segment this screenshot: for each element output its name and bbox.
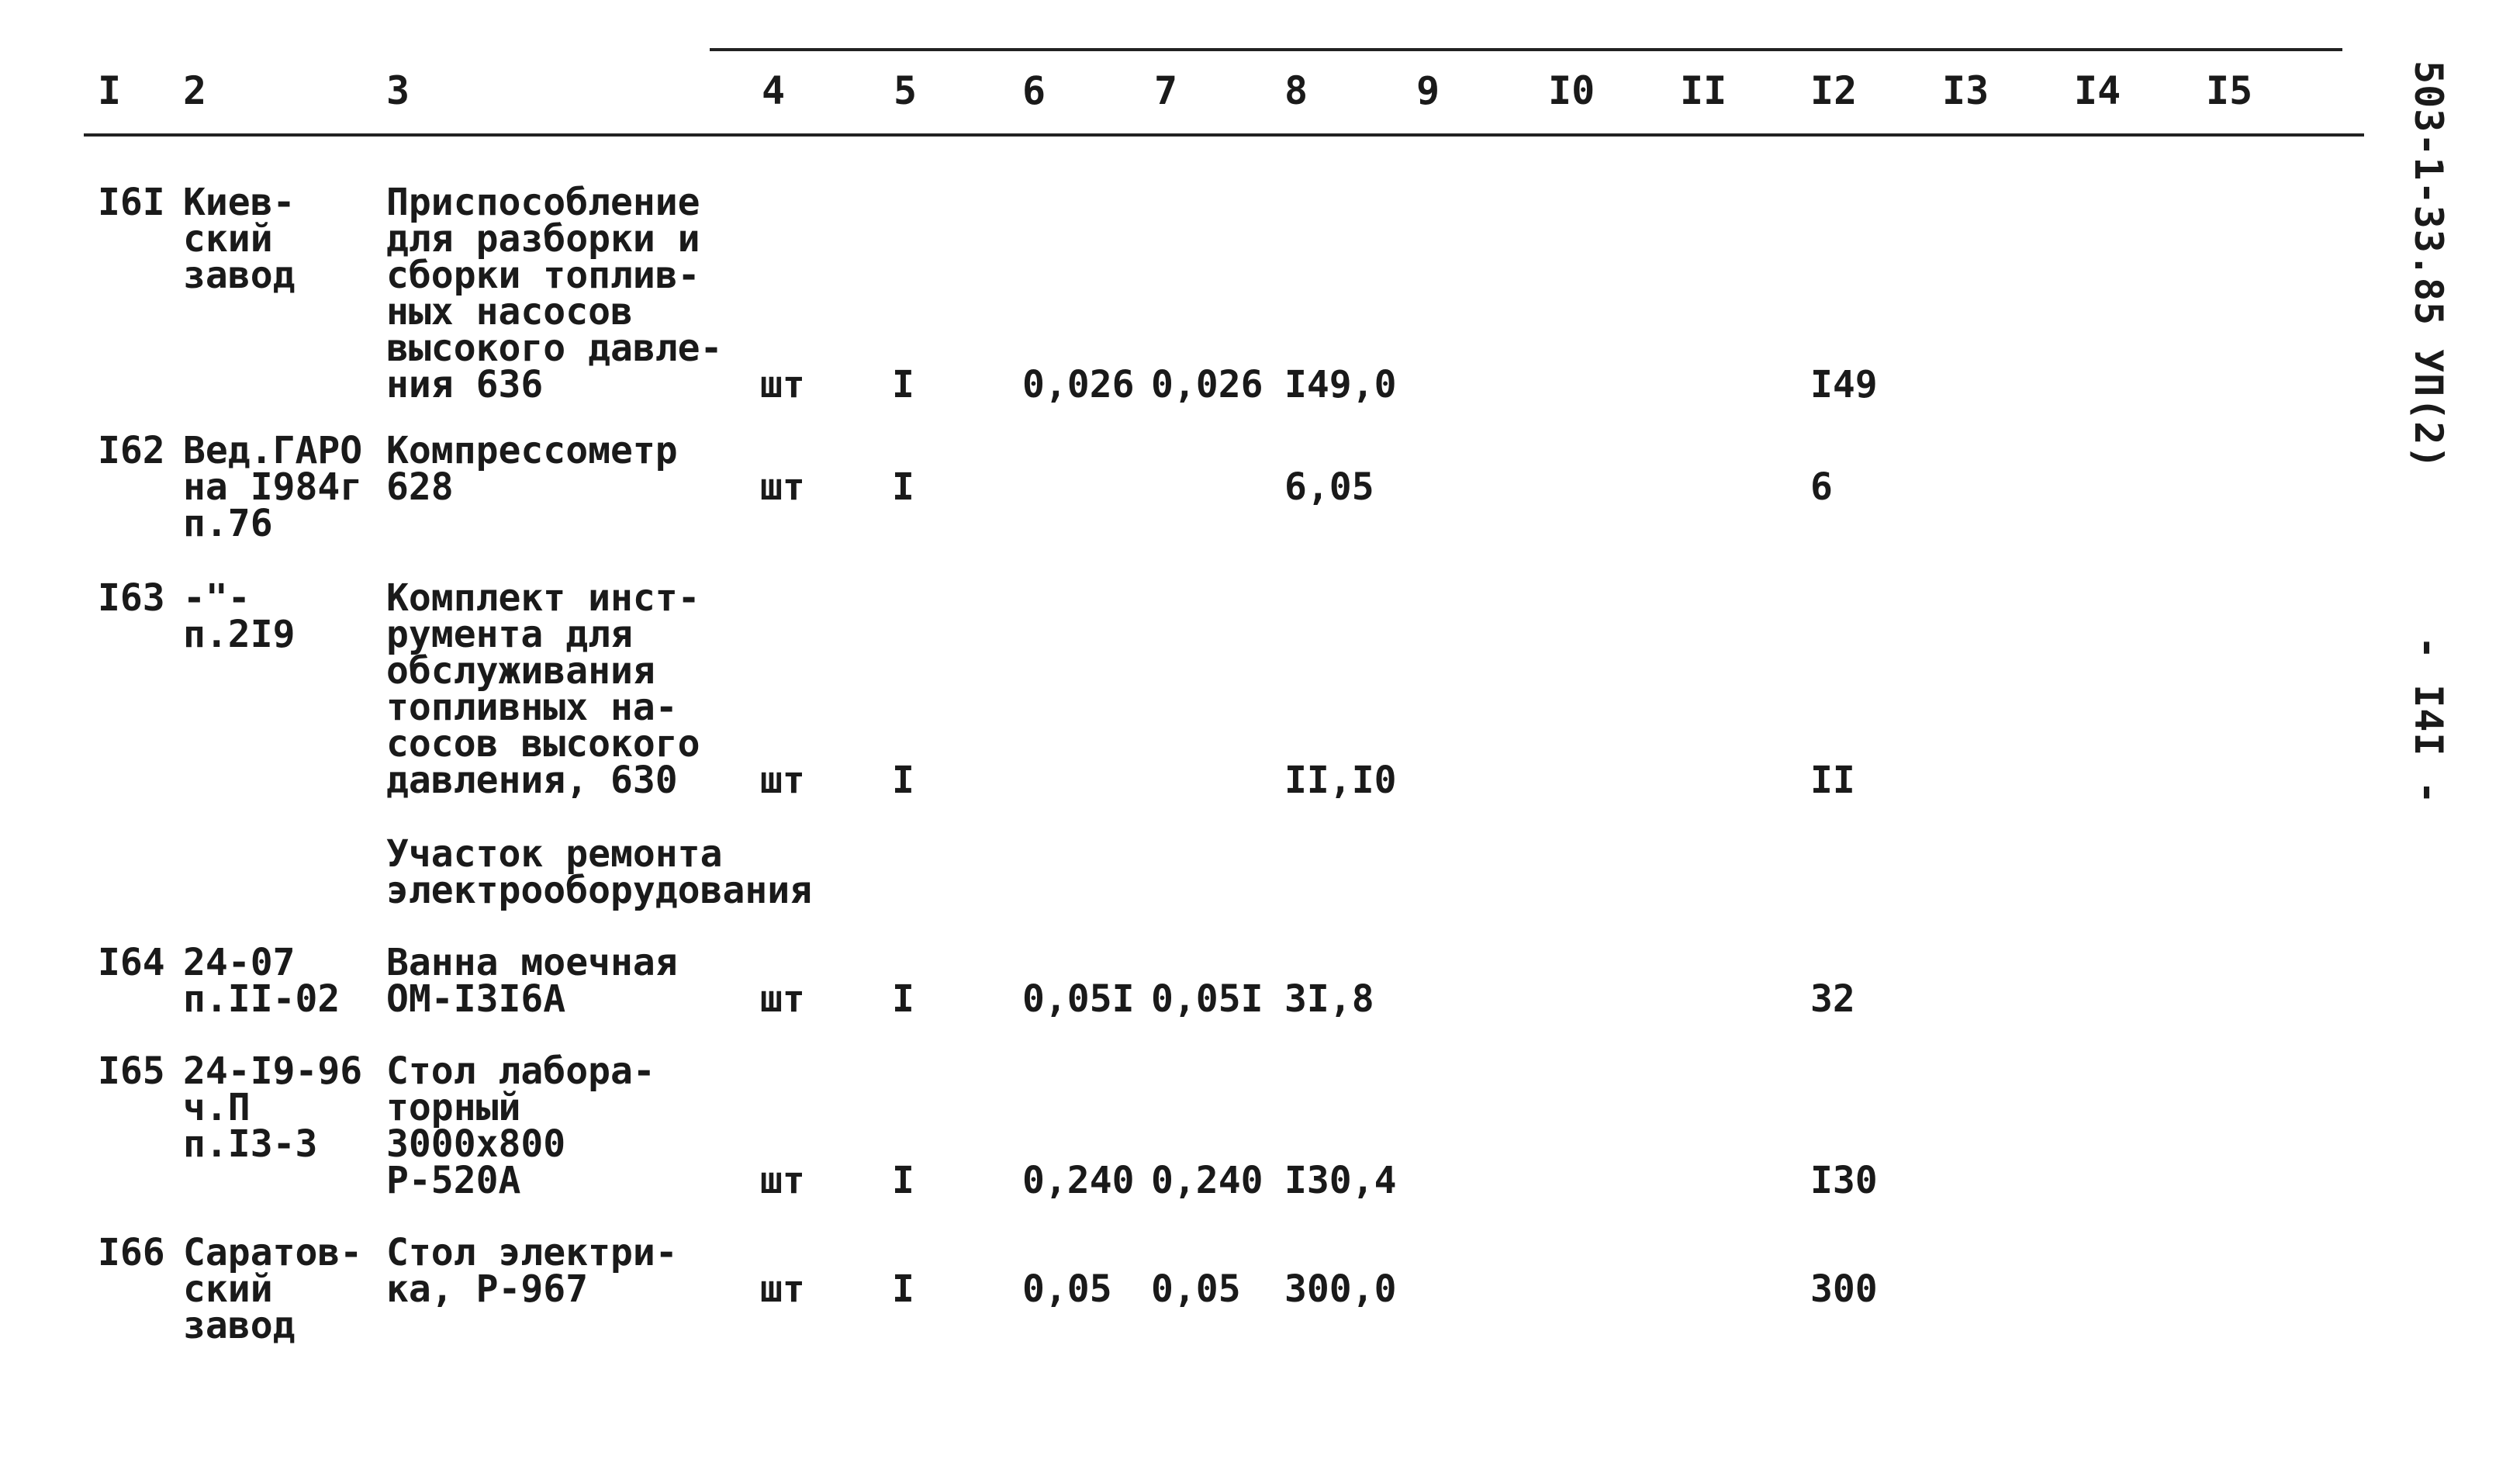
row-col6: 0,05I <box>1022 977 1135 1021</box>
col-header-12: I2 <box>1810 68 1858 113</box>
col-header-14: I4 <box>2074 68 2121 113</box>
row-col8: 300,0 <box>1284 1267 1397 1311</box>
row-source: Саратов- <box>183 1231 363 1274</box>
row-name: Приспособление <box>386 181 700 224</box>
row-name: Компрессометр <box>386 429 678 472</box>
row-unit: шт <box>760 759 805 802</box>
col-header-5: 5 <box>894 68 918 113</box>
row-number: I6I <box>98 181 165 224</box>
col-header-6: 6 <box>1022 68 1046 113</box>
row-qty: I <box>892 977 914 1021</box>
col-header-2: 2 <box>183 68 207 113</box>
row-number: I65 <box>98 1049 165 1093</box>
side-label-page: - I4I - <box>2406 636 2451 805</box>
row-number: I63 <box>98 576 165 620</box>
row-col6: 0,05 <box>1022 1267 1112 1311</box>
row-col12: 300 <box>1810 1267 1878 1311</box>
row-col12: 32 <box>1810 977 1855 1021</box>
col-header-13: I3 <box>1942 68 1989 113</box>
row-unit: шт <box>760 977 805 1021</box>
row-col12: II <box>1810 759 1855 802</box>
row-name: давления, 630 <box>386 759 678 802</box>
row-qty: I <box>892 1267 914 1311</box>
row-col7: 0,240 <box>1151 1159 1263 1202</box>
row-name: ных насосов <box>386 290 633 334</box>
row-source: ч.П <box>183 1086 251 1129</box>
row-source: 24-I9-96 <box>183 1049 363 1093</box>
row-name: ОМ-I3I6А <box>386 977 566 1021</box>
side-label-code: 503-1-33.85 <box>2406 61 2451 327</box>
row-source: завод <box>183 1304 296 1347</box>
row-col6: 0,240 <box>1022 1159 1135 1202</box>
row-qty: I <box>892 363 914 406</box>
row-col8: I49,0 <box>1284 363 1397 406</box>
row-unit: шт <box>760 1159 805 1202</box>
col-header-10: I0 <box>1548 68 1595 113</box>
row-name: 3000х800 <box>386 1122 566 1166</box>
row-col8: 6,05 <box>1284 465 1374 509</box>
row-source: -"- <box>183 576 251 620</box>
col-header-3: 3 <box>386 68 410 113</box>
row-col12: 6 <box>1810 465 1833 509</box>
row-col8: I30,4 <box>1284 1159 1397 1202</box>
row-number: I66 <box>98 1231 165 1274</box>
row-qty: I <box>892 465 914 509</box>
row-name: топливных на- <box>386 686 678 729</box>
row-name: Стол электри- <box>386 1231 678 1274</box>
col-header-4: 4 <box>762 68 786 113</box>
row-qty: I <box>892 759 914 802</box>
row-source: 24-07 <box>183 941 296 984</box>
row-col12: I49 <box>1810 363 1878 406</box>
row-unit: шт <box>760 465 805 509</box>
row-source: Киев- <box>183 181 296 224</box>
col-header-1: I <box>98 68 122 113</box>
row-source: п.76 <box>183 502 273 545</box>
row-qty: I <box>892 1159 914 1202</box>
section-title: Участок ремонта <box>386 832 723 876</box>
row-source: на I984г <box>183 465 363 509</box>
col-header-15: I5 <box>2206 68 2253 113</box>
row-col8: 3I,8 <box>1284 977 1374 1021</box>
side-label-album: УП(2) <box>2406 349 2451 470</box>
col-header-9: 9 <box>1416 68 1440 113</box>
row-col7: 0,05 <box>1151 1267 1241 1311</box>
row-source: Вед.ГАРО <box>183 429 363 472</box>
row-number: I64 <box>98 941 165 984</box>
row-name: Ванна моечная <box>386 941 678 984</box>
row-col7: 0,05I <box>1151 977 1263 1021</box>
row-name: сборки топлив- <box>386 254 700 297</box>
row-name: обслуживания <box>386 649 655 693</box>
row-col12: I30 <box>1810 1159 1878 1202</box>
row-number: I62 <box>98 429 165 472</box>
row-unit: шт <box>760 363 805 406</box>
row-col6: 0,026 <box>1022 363 1135 406</box>
row-col8: II,I0 <box>1284 759 1397 802</box>
row-name: Р-520А <box>386 1159 521 1202</box>
row-source: п.II-02 <box>183 977 340 1021</box>
row-name: ния 636 <box>386 363 544 406</box>
row-source: завод <box>183 254 296 297</box>
col-header-7: 7 <box>1154 68 1178 113</box>
row-source: ский <box>183 1267 273 1311</box>
row-name: высокого давле- <box>386 327 723 370</box>
col-header-8: 8 <box>1284 68 1308 113</box>
row-name: сосов высокого <box>386 722 700 766</box>
row-source: п.I3-3 <box>183 1122 318 1166</box>
row-name: ка, Р-967 <box>386 1267 589 1311</box>
row-name: для разборки и <box>386 217 700 261</box>
row-name: румента для <box>386 613 633 656</box>
header-bottom-rule <box>84 133 2364 137</box>
row-unit: шт <box>760 1267 805 1311</box>
row-name: 628 <box>386 465 454 509</box>
col-header-11: II <box>1680 68 1727 113</box>
header-top-rule <box>710 48 2342 51</box>
row-name: торный <box>386 1086 521 1129</box>
row-col7: 0,026 <box>1151 363 1263 406</box>
row-name: Стол лабора- <box>386 1049 655 1093</box>
row-source: п.2I9 <box>183 613 296 656</box>
section-title: электрооборудования <box>386 869 813 912</box>
row-name: Комплект инст- <box>386 576 700 620</box>
row-source: ский <box>183 217 273 261</box>
